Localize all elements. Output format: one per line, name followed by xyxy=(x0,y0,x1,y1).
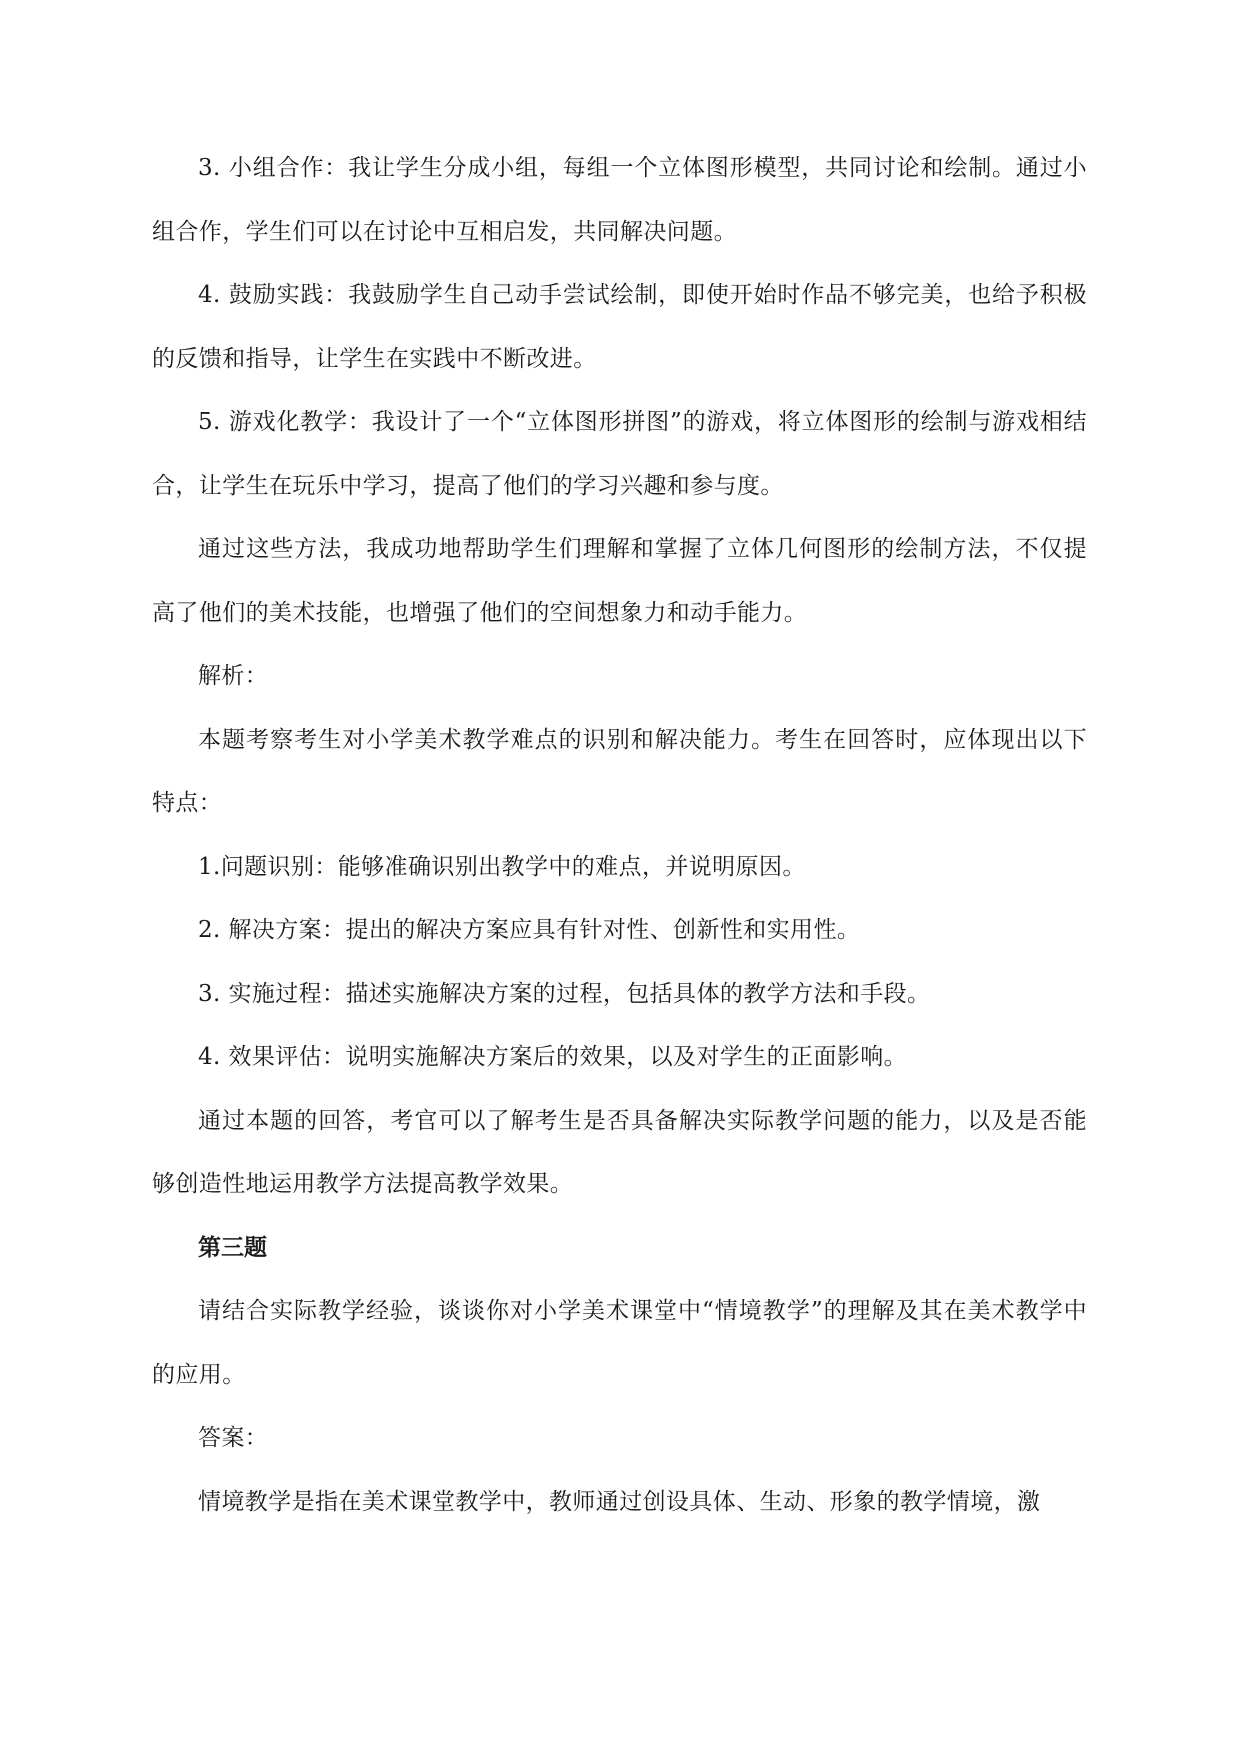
answer-label: 答案： xyxy=(198,1425,269,1451)
paragraph-analysis-intro: 本题考察考生对小学美术教学难点的识别和解决能力。考生在回答时，应体现出以下特点： xyxy=(152,726,1087,816)
paragraph-conclusion: 通过本题的回答，考官可以了解考生是否具备解决实际教学问题的能力，以及是否能够创造性地运用教学方法提高教学效果。 xyxy=(152,1107,1087,1197)
paragraph-group-work: 3. 小组合作：我让学生分成小组，每组一个立体图形模型，共同讨论和绘制。通过小组合作，学生们可以在讨论中互相启发，共同解决问题。 xyxy=(152,155,1087,245)
list-item-solution: 2. 解决方案：提出的解决方案应具有针对性、创新性和实用性。 xyxy=(198,917,861,943)
paragraph-summary: 通过这些方法，我成功地帮助学生们理解和掌握了立体几何图形的绘制方法，不仅提高了他们的美术技能，也增强了他们的空间想象力和动手能力。 xyxy=(152,536,1087,626)
paragraph-encourage-practice: 4. 鼓励实践：我鼓励学生自己动手尝试绘制，即使开始时作品不够完美，也给予积极的反馈和指导，让学生在实践中不断改进。 xyxy=(152,282,1087,372)
section-heading: 第三题 xyxy=(198,1234,267,1261)
question-text: 请结合实际教学经验，谈谈你对小学美术课堂中“情境教学”的理解及其在美术教学中的应用。 xyxy=(152,1298,1087,1388)
list-item-implementation: 3. 实施过程：描述实施解决方案的过程，包括具体的教学方法和手段。 xyxy=(198,980,931,1007)
paragraph-gamified-teaching: 5. 游戏化教学：我设计了一个“立体图形拼图”的游戏，将立体图形的绘制与游戏相结合，让学生在玩乐中学习，提高了他们的学习兴趣和参与度。 xyxy=(152,409,1087,499)
list-item-evaluation: 4. 效果评估：说明实施解决方案后的效果，以及对学生的正面影响。 xyxy=(198,1044,908,1070)
list-item-problem-identification: 1.问题识别：能够准确识别出教学中的难点，并说明原因。 xyxy=(198,853,806,880)
document-body xyxy=(152,137,1087,1534)
answer-text: 情境教学是指在美术课堂教学中，教师通过创设具体、生动、形象的教学情境，激 xyxy=(198,1488,1041,1515)
analysis-label: 解析： xyxy=(198,663,269,689)
